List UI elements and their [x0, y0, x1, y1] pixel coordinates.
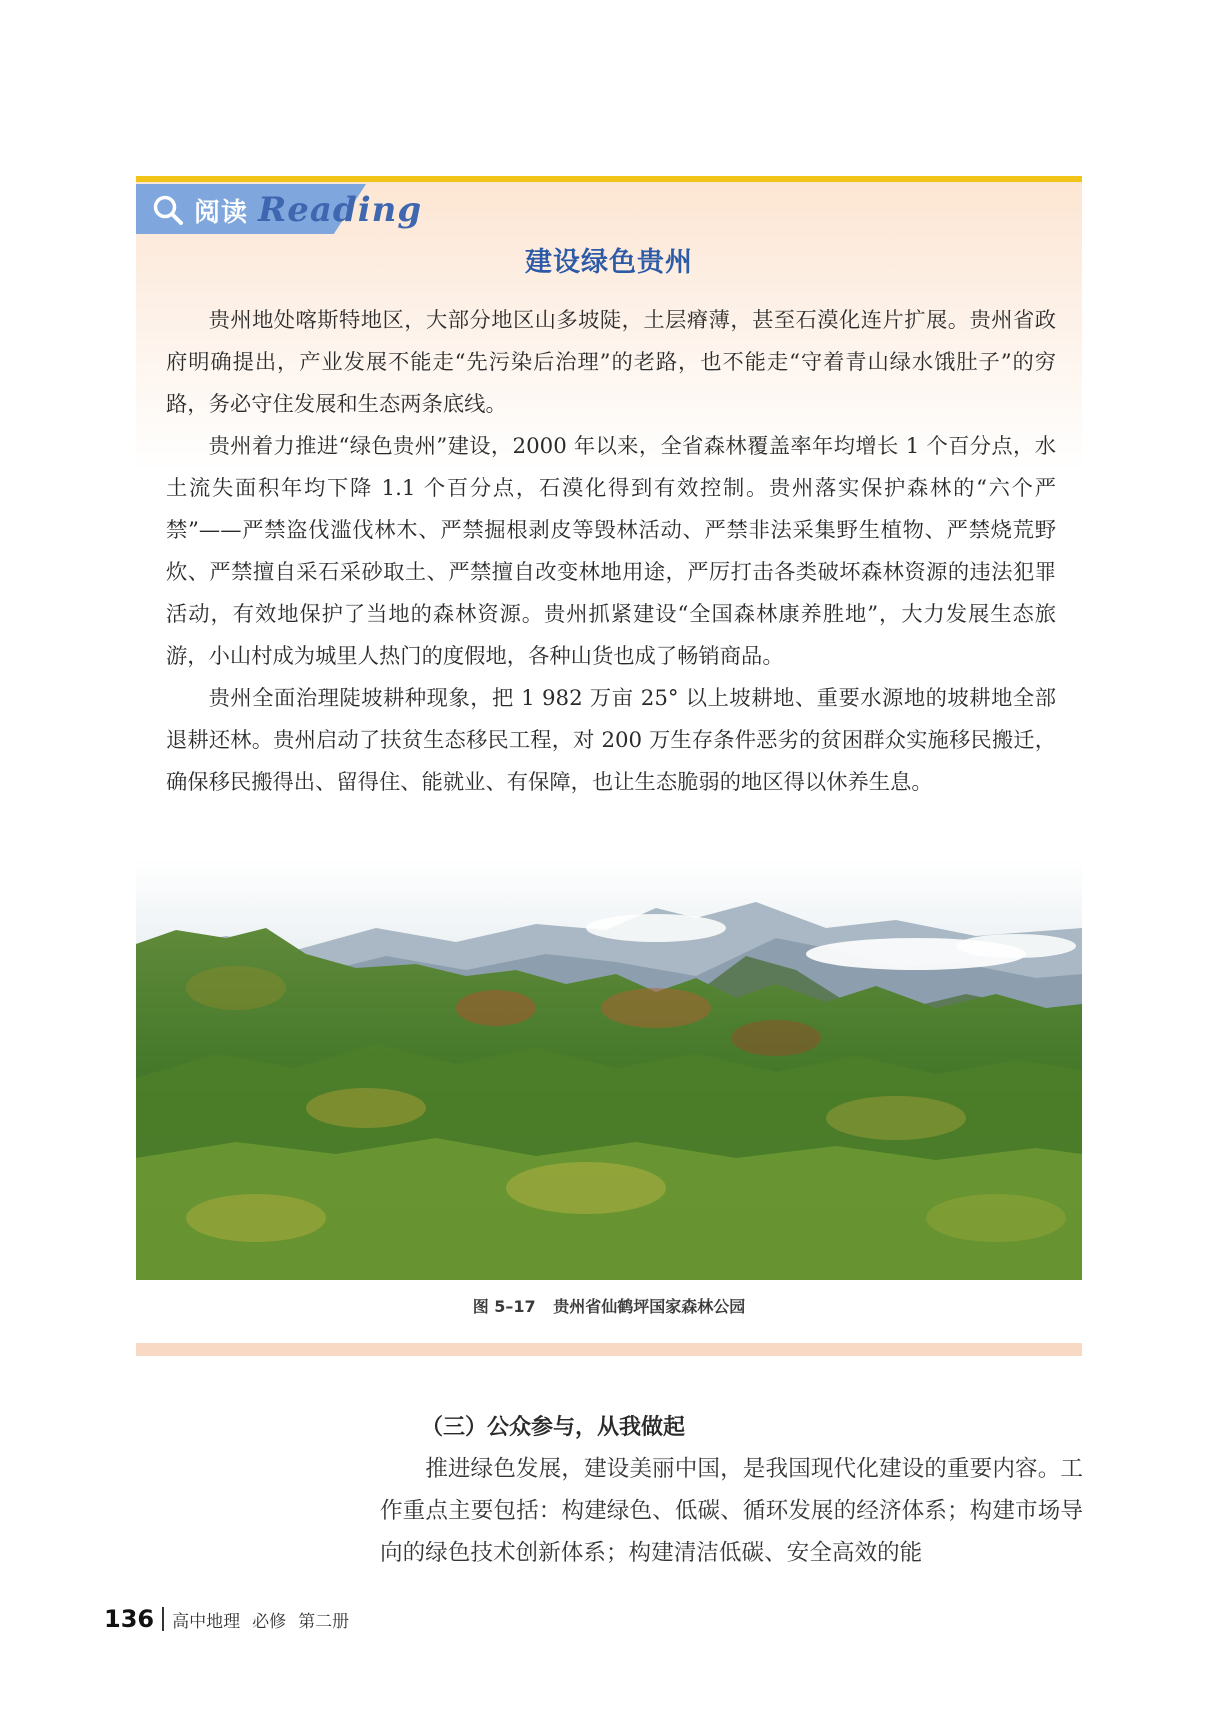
reading-box [136, 176, 1082, 1356]
book-part: 第二册 [298, 1612, 350, 1632]
reading-paragraph: 贵州地处喀斯特地区，大部分地区山多坡陡，土层瘠薄，甚至石漠化连片扩展。贵州省政府明确提出，产业发展不能走“先污染后治理”的老路，也不能走“守着青山绿水饿肚子”的穷路，务必守住发展和生态两条底线。 [166, 308, 1056, 417]
reading-title: 建设绿色贵州 [525, 247, 693, 278]
reading-paragraph: 贵州着力推进“绿色贵州”建设，2000 年以来，全省森林覆盖率年均增长 1 个百分点，水土流失面积年均下降 1.1 个百分点，石漠化得到有效控制。贵州落实保护森林的“六个严禁”——严禁盗伐滥伐林木、严禁掘根剥皮等毁林活动、严禁非法采集野生植物、严禁烧荒野炊、严禁擅自采石采砂取土、严禁擅自改变林地用途，严厉打击各类破坏森林资源的违法犯罪活动，有效地保护了当地的森林资源。贵州抓紧建设“全国森林康养胜地”，大力发展生态旅游，小山村成为城里人热门的度假地，各种山货也成了畅销商品。 [166, 434, 1056, 669]
figure-caption [136, 1294, 1082, 1317]
section-heading: （三）公众参与，从我做起 [421, 1415, 686, 1440]
figure-caption-text: 贵州省仙鹤坪国家森林公园 [553, 1297, 746, 1316]
reading-tab-label: 阅读 [194, 198, 249, 228]
book-subject: 高中地理 [172, 1612, 241, 1632]
section-body [380, 1448, 1083, 1574]
reading-box-bottom-bar [136, 1343, 1082, 1356]
section-paragraph: 推进绿色发展，建设美丽中国，是我国现代化建设的重要内容。工作重点主要包括：构建绿色、低碳、循环发展的经济体系；构建市场导向的绿色技术创新体系；构建清洁低碳、安全高效的能 [380, 1456, 1083, 1566]
book-volume: 必修 [252, 1612, 287, 1632]
figure-number: 图 5–17 [472, 1297, 536, 1316]
footer-divider [162, 1607, 164, 1631]
reading-tab-script: Reading [258, 190, 423, 230]
magnifier-icon [152, 194, 184, 226]
page-number: 136 [104, 1605, 155, 1633]
reading-paragraph: 贵州全面治理陡坡耕种现象，把 1 982 万亩 25° 以上坡耕地、重要水源地的坡耕地全部退耕还林。贵州启动了扶贫生态移民工程，对 200 万生存条件恶劣的贫困群众实施移民搬迁，确保移民搬得出、留得住、能就业、有保障，也让生态脆弱的地区得以休养生息。 [166, 686, 1056, 795]
page-footer [104, 1605, 361, 1633]
book-title [172, 1612, 361, 1632]
reading-body [166, 300, 1056, 804]
forest-photo [136, 858, 1082, 1280]
